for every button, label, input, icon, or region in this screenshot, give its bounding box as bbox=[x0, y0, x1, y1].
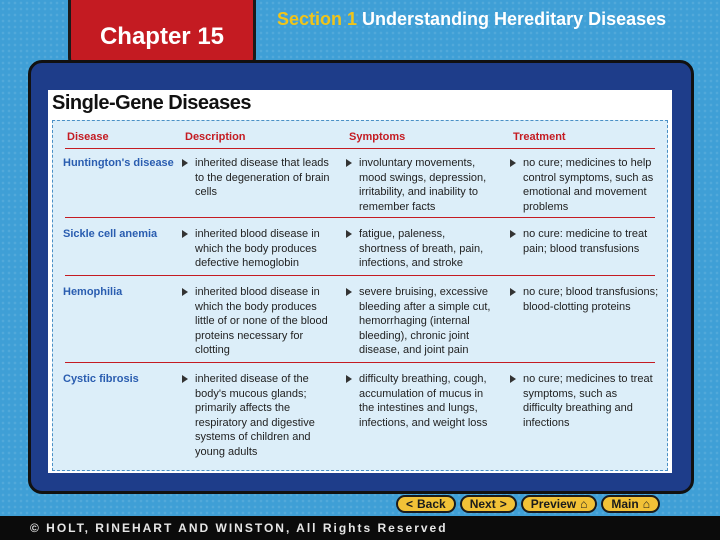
chapter-label: Chapter 15 bbox=[99, 22, 225, 50]
main-button[interactable] bbox=[601, 495, 660, 513]
disease-name: Huntington's disease bbox=[63, 157, 174, 169]
table-title: Single-Gene Diseases bbox=[52, 92, 251, 114]
disease-description: inherited blood disease in which the body produces little of or none of the blood proteins necessary for clotting bbox=[181, 285, 333, 358]
col-header-treatment: Treatment bbox=[513, 131, 566, 143]
disease-treatment: no cure: medicine to treat pain; blood transfusions bbox=[509, 227, 659, 256]
row-divider bbox=[65, 275, 655, 276]
disease-table bbox=[52, 120, 668, 471]
disease-treatment: no cure; medicines to treat symptoms, such as difficulty breathing and infections bbox=[509, 372, 659, 430]
disease-name: Hemophilia bbox=[63, 286, 123, 298]
disease-treatment: no cure; blood transfusions; blood-clotting proteins bbox=[509, 285, 659, 314]
copyright-footer bbox=[0, 516, 720, 540]
row-divider bbox=[65, 217, 655, 218]
preview-label: Preview bbox=[530, 497, 577, 511]
disease-description: inherited disease that leads to the degeneration of brain cells bbox=[181, 156, 333, 200]
preview-button[interactable] bbox=[521, 495, 598, 513]
next-label: Next bbox=[469, 497, 496, 511]
disease-symptoms: fatigue, paleness, shortness of breath, pain, infections, and stroke bbox=[345, 227, 495, 271]
disease-symptoms: difficulty breathing, cough, accumulation of mucus in the intestines and lungs, infections, and weight loss bbox=[345, 372, 495, 430]
col-header-symptoms: Symptoms bbox=[349, 131, 406, 143]
section-name: Understanding Hereditary Diseases bbox=[362, 9, 667, 29]
back-arrow-icon: < bbox=[406, 497, 414, 511]
disease-name: Sickle cell anemia bbox=[63, 228, 158, 240]
disease-symptoms: involuntary movements, mood swings, depression, irritability, and inability to remember facts bbox=[345, 156, 495, 214]
col-header-disease: Disease bbox=[67, 131, 109, 143]
main-label: Main bbox=[611, 497, 639, 511]
home-icon: ⌂ bbox=[580, 497, 588, 511]
disease-symptoms: severe bruising, excessive bleeding after a simple cut, hemorrhaging (internal bleeding), chronic joint disease, and joint pain bbox=[345, 285, 495, 358]
next-button[interactable] bbox=[460, 495, 517, 513]
table-figure bbox=[48, 90, 672, 473]
home-icon: ⌂ bbox=[642, 497, 650, 511]
copyright-text: © HOLT, RINEHART AND WINSTON, All Rights Reserved bbox=[30, 521, 448, 535]
disease-description: inherited disease of the body's mucous glands; primarily affects the respiratory and digestive systems of children and young adults bbox=[181, 372, 333, 459]
next-arrow-icon: > bbox=[499, 497, 507, 511]
header-divider bbox=[65, 148, 655, 149]
nav-bar bbox=[396, 495, 660, 514]
disease-treatment: no cure; medicines to help control symptoms, such as emotional and movement problems bbox=[509, 156, 659, 214]
disease-name: Cystic fibrosis bbox=[63, 373, 139, 385]
col-header-description: Description bbox=[185, 131, 246, 143]
back-button[interactable] bbox=[396, 495, 456, 513]
row-divider bbox=[65, 362, 655, 363]
disease-description: inherited blood disease in which the body produces defective hemoglobin bbox=[181, 227, 333, 271]
section-number: Section 1 bbox=[277, 9, 358, 29]
back-label: Back bbox=[417, 497, 446, 511]
section-title bbox=[277, 7, 697, 31]
